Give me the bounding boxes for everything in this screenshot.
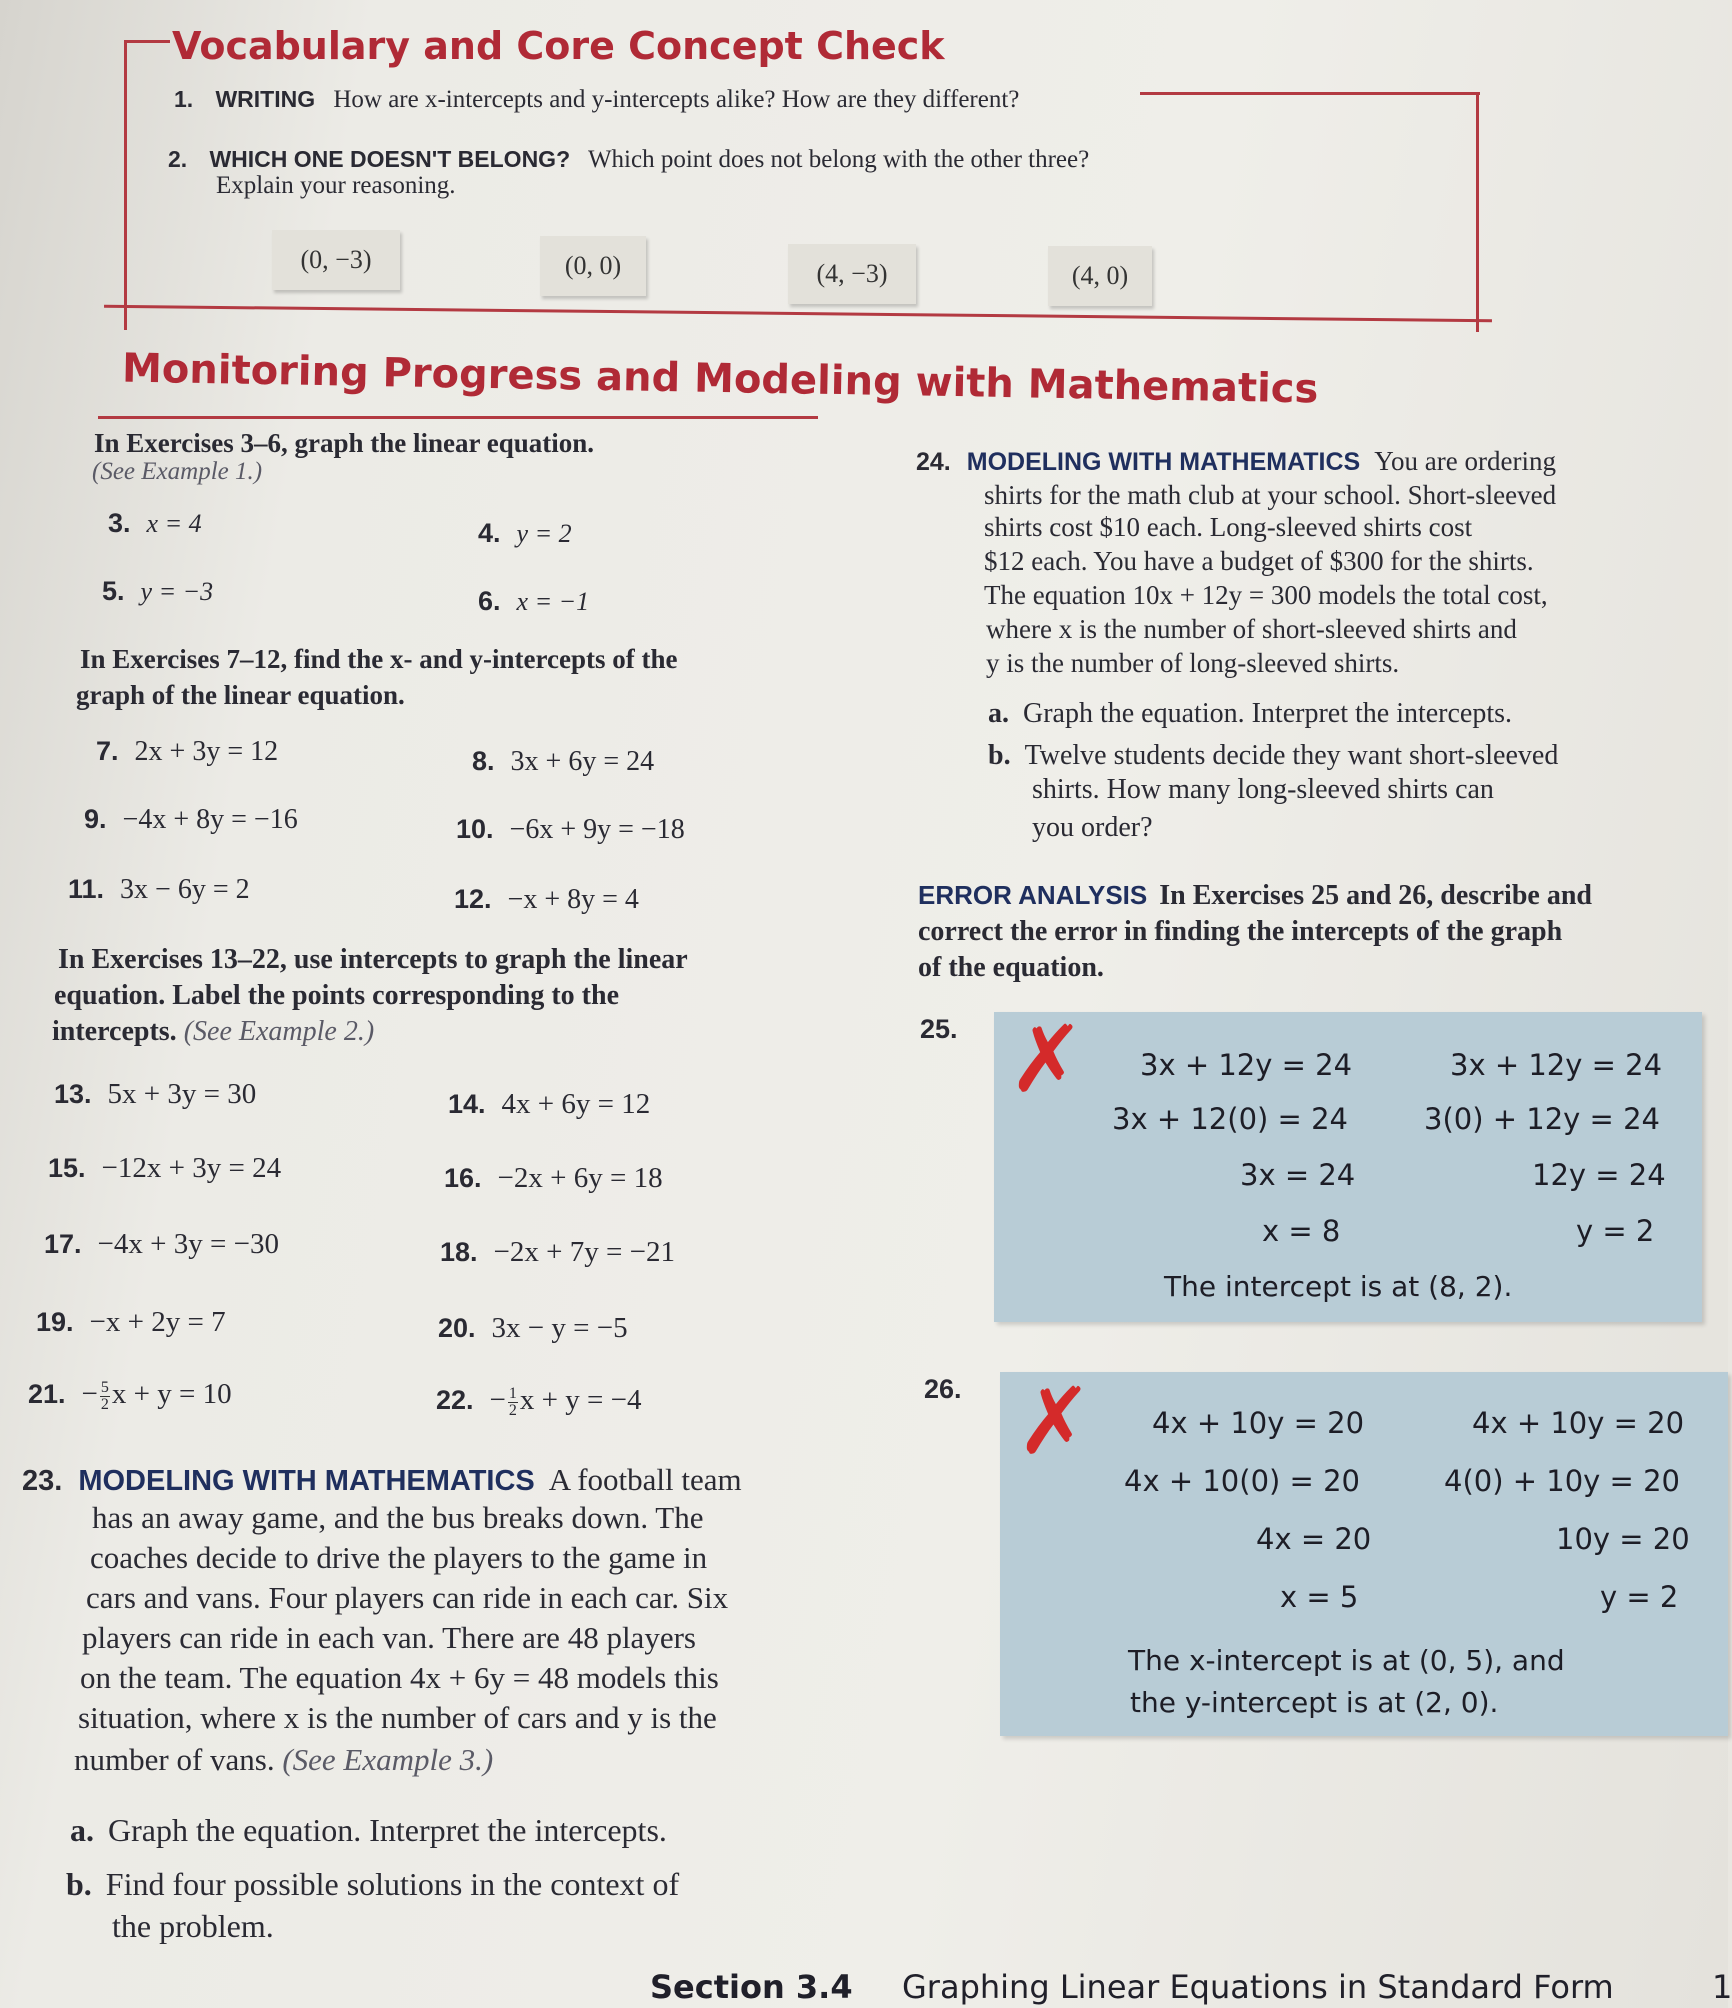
vocab-heading-rule [126, 40, 170, 43]
q1-text: How are x-intercepts and y-intercepts alike? How are they different? [333, 86, 1020, 113]
q2-lead: WHICH ONE DOESN'T BELONG? [209, 146, 571, 172]
instructions-13-22-line2: equation. Label the points corresponding to the [54, 980, 619, 1011]
exercise-24-line: shirts for the math club at your school. Short-sleeved [984, 480, 1557, 510]
exercise-23-line: cars and vans. Four players can ride in each car. Six [86, 1580, 729, 1615]
ex25-left-line1: 3x + 12y = 24 [1140, 1048, 1353, 1082]
exercise-23a: a. Graph the equation. Interpret the intercepts. [70, 1812, 667, 1848]
instructions-7-12-line2: graph of the linear equation. [76, 680, 405, 710]
exercise-25-number: 25. [920, 1014, 958, 1044]
exercise-24b-line2: shirts. How many long-sleeved shirts can [1032, 774, 1494, 805]
exercise-23-line: situation, where x is the number of cars and y is the [78, 1700, 717, 1735]
ex25-right-line3: 12y = 24 [1532, 1158, 1666, 1192]
instructions-13-22-line3: intercepts. (See Example 2.) [52, 1016, 375, 1047]
q2-text-line2: Explain your reasoning. [216, 172, 456, 199]
ex26-left-line2: 4x + 10(0) = 20 [1124, 1464, 1360, 1498]
exercise-21: 21. − $\frac{5}{2}$ x + y = 10 [28, 1378, 232, 1413]
exercise-6: 6. x = −1 [478, 586, 590, 616]
exercise-17: 17. −4x + 3y = −30 [44, 1228, 279, 1260]
ex25-conclusion: The intercept is at (8, 2). [1164, 1270, 1513, 1303]
ex26-right-line2: 4(0) + 10y = 20 [1444, 1464, 1680, 1498]
footer-title: Graphing Linear Equations in Standard Form [902, 1968, 1614, 2006]
ex26-right-line4: y = 2 [1600, 1580, 1679, 1614]
monitoring-heading: Monitoring Progress and Modeling with Mathematics [121, 345, 1319, 413]
exercise-22: 22. − $\frac{1}{2}$ x + y = −4 [436, 1384, 642, 1419]
ex26-conclusion-line1: The x-intercept is at (0, 5), and [1128, 1644, 1565, 1677]
ex25-right-line1: 3x + 12y = 24 [1450, 1048, 1663, 1082]
exercise-20: 20. 3x − y = −5 [438, 1312, 628, 1344]
ex26-conclusion-line2: the y-intercept is at (2, 0). [1130, 1686, 1499, 1719]
error-analysis-line1: ERROR ANALYSIS In Exercises 25 and 26, describe and [918, 880, 1592, 911]
footer-page-number: 1 [1712, 1968, 1732, 2006]
exercise-8: 8. 3x + 6y = 24 [472, 746, 655, 777]
ex25-left-line2: 3x + 12(0) = 24 [1112, 1102, 1348, 1136]
point-chip-2: (0, 0) [540, 236, 646, 296]
exercise-23-line: players can ride in each van. There are 48 players [82, 1620, 696, 1655]
exercise-24-line: $12 each. You have a budget of $300 for the shirts. [984, 546, 1534, 576]
ex26-right-line1: 4x + 10y = 20 [1472, 1406, 1685, 1440]
exercise-19: 19. −x + 2y = 7 [36, 1306, 226, 1338]
exercise-23b-line2: the problem. [112, 1908, 274, 1944]
exercise-12: 12. −x + 8y = 4 [454, 884, 639, 915]
exercise-7: 7. 2x + 3y = 12 [96, 736, 279, 767]
exercise-24-first-line: 24. MODELING WITH MATHEMATICS You are ordering [916, 446, 1556, 476]
exercise-4: 4. y = 2 [478, 518, 572, 548]
monitoring-heading-rule [98, 416, 818, 419]
exercise-23-line: number of vans. (See Example 3.) [74, 1742, 494, 1777]
exercise-11: 11. 3x − 6y = 2 [68, 874, 250, 905]
vocab-box-right-border [1476, 92, 1479, 332]
exercise-24-line: y is the number of long-sleeved shirts. [986, 648, 1400, 678]
q1-number: 1. [174, 86, 194, 112]
vocab-question-2 [168, 146, 1089, 174]
exercise-24b: b. Twelve students decide they want short-sleeved [988, 740, 1559, 771]
exercise-24-line: shirts cost $10 each. Long-sleeved shirts cost [984, 512, 1473, 542]
exercise-24-line: The equation 10x + 12y = 300 models the total cost, [984, 580, 1548, 610]
exercise-16: 16. −2x + 6y = 18 [444, 1162, 663, 1194]
exercise-3: 3. x = 4 [108, 508, 202, 538]
ex26-left-line3: 4x = 20 [1256, 1522, 1372, 1556]
exercise-26-number: 26. [924, 1374, 962, 1404]
instructions-3-6-hint: (See Example 1.) [92, 458, 263, 485]
exercise-23b: b. Find four possible solutions in the context of [66, 1866, 680, 1902]
exercise-10: 10. −6x + 9y = −18 [456, 814, 685, 845]
point-chip-3: (4, −3) [788, 244, 916, 304]
exercise-24b-line3: you order? [1032, 812, 1153, 843]
instructions-7-12-line1: In Exercises 7–12, find the x- and y-intercepts of the [80, 644, 678, 674]
error-analysis-line2: correct the error in finding the intercepts of the graph [918, 916, 1563, 947]
ex25-left-line4: x = 8 [1262, 1214, 1341, 1248]
q2-text: Which point does not belong with the other three? [587, 146, 1090, 173]
ex26-right-line3: 10y = 20 [1556, 1522, 1690, 1556]
ex26-left-line1: 4x + 10y = 20 [1152, 1406, 1365, 1440]
exercise-15: 15. −12x + 3y = 24 [48, 1152, 282, 1184]
point-chip-4: (4, 0) [1048, 246, 1152, 306]
exercise-14: 14. 4x + 6y = 12 [448, 1088, 651, 1120]
footer-section: Section 3.4 [650, 1968, 853, 2006]
exercise-23-line: on the team. The equation 4x + 6y = 48 models this [80, 1660, 719, 1695]
fraction-5-2: $\frac{5}{2}$ [100, 1378, 109, 1413]
vocab-question-1 [174, 86, 1019, 114]
exercise-24a: a. Graph the equation. Interpret the intercepts. [988, 698, 1513, 729]
error-analysis-line3: of the equation. [918, 952, 1104, 983]
exercise-23-line: has an away game, and the bus breaks down. The [92, 1500, 704, 1535]
exercise-23-first-line: 23. MODELING WITH MATHEMATICS A football team [22, 1462, 742, 1497]
q2-number: 2. [168, 146, 188, 172]
error-x-icon: ✗ [1016, 1368, 1094, 1475]
ex25-left-line3: 3x = 24 [1240, 1158, 1356, 1192]
error-x-icon: ✗ [1008, 1006, 1086, 1113]
ex25-right-line2: 3(0) + 12y = 24 [1424, 1102, 1660, 1136]
instructions-3-6: In Exercises 3–6, graph the linear equation. [94, 428, 595, 458]
exercise-24-line: where x is the number of short-sleeved shirts and [986, 614, 1517, 644]
exercise-18: 18. −2x + 7y = −21 [440, 1236, 675, 1268]
exercise-23-line: coaches decide to drive the players to the game in [90, 1540, 708, 1575]
ex25-right-line4: y = 2 [1576, 1214, 1655, 1248]
exercise-13: 13. 5x + 3y = 30 [54, 1078, 257, 1110]
fraction-1-2: $\frac{1}{2}$ [508, 1384, 517, 1419]
exercise-5: 5. y = −3 [102, 576, 214, 606]
ex26-left-line4: x = 5 [1280, 1580, 1359, 1614]
vocab-box-top-border [1140, 92, 1480, 95]
exercise-9: 9. −4x + 8y = −16 [84, 804, 298, 835]
point-chip-1: (0, −3) [272, 230, 400, 290]
vocab-box-left-border [124, 40, 127, 330]
vocab-heading: Vocabulary and Core Concept Check [172, 24, 945, 68]
q1-lead: WRITING [215, 86, 316, 112]
instructions-13-22-line1: In Exercises 13–22, use intercepts to graph the linear [58, 944, 688, 975]
